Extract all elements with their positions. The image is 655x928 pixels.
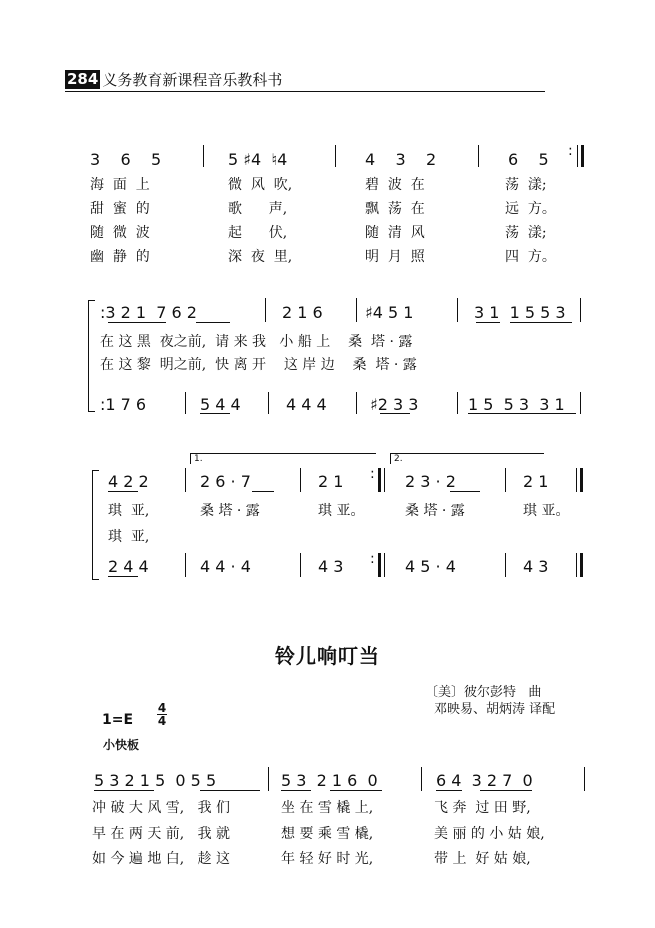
page-header <box>65 70 282 89</box>
notes-l1-m1: 3 6 5 <box>90 150 162 169</box>
lyric-v4-m1: 幽 静 的 <box>90 249 150 265</box>
notes-l2-low-m4: ♯2 3 3 <box>370 395 419 414</box>
notes-l3-m3: 2 1 <box>318 472 344 491</box>
lyric-l2-v2: 在 这 黎 明之前, 快 离 开 这 岸 边 桑 塔 · 露 <box>100 357 417 373</box>
header-rule <box>65 91 545 92</box>
lyric-v1-m1: 海 面 上 <box>90 177 150 193</box>
beam <box>281 790 311 791</box>
beam <box>330 790 382 791</box>
notes-l3-low-m5: 4 3 <box>523 557 549 576</box>
beam <box>380 413 410 414</box>
barline <box>577 145 578 167</box>
key-signature: 1=E <box>102 712 134 728</box>
system-bracket <box>88 300 95 412</box>
lyric-s2-v3-m1: 如 今 遍 地 白, 趁 这 <box>92 851 231 867</box>
song-title: 铃儿响叮当 <box>275 644 380 668</box>
notes-l3-low-m3: 4 3 <box>318 557 344 576</box>
barline <box>505 553 506 577</box>
final-bar <box>580 468 583 492</box>
notes-l2-m1: :3 2 1 7 6 2 <box>100 303 197 322</box>
repeat-dots: : <box>370 466 375 482</box>
barline <box>265 298 266 322</box>
repeat-dots: : <box>568 143 573 159</box>
credit-composer: 〔美〕彼尔彭特 曲 <box>425 685 542 700</box>
page-number: 284 <box>67 70 99 88</box>
barline <box>300 468 301 492</box>
beam <box>480 790 532 791</box>
beam <box>436 790 462 791</box>
notes-s2-m3: 6 4 3 2 7 0 <box>436 771 533 790</box>
lyric-l2-v1: 在 这 黑 夜之前, 请 来 我 小 船 上 桑 塔 · 露 <box>100 334 413 350</box>
notes-l3-m2: 2 6 · 7 <box>200 472 251 491</box>
beam <box>196 322 230 323</box>
barline <box>576 468 577 492</box>
notes-l3-low-m2: 4 4 · 4 <box>200 557 251 576</box>
lyric-v4-m4: 四 方。 <box>505 249 556 265</box>
notes-l2-low-m3: 4 4 4 <box>286 395 327 414</box>
lyric-s2-v3-m2: 年 轻 好 时 光, <box>281 851 374 867</box>
beam <box>94 790 154 791</box>
lyric-s2-v1-m1: 冲 破 大 风 雪, 我 们 <box>92 800 231 816</box>
time-sig-top: 4 <box>157 701 167 715</box>
lyric-l3-m3: 琪 亚。 <box>318 503 365 519</box>
lyric-v2-m2: 歌 声, <box>228 201 288 217</box>
barline <box>300 553 301 577</box>
lyric-s2-v2-m1: 早 在 两 天 前, 我 就 <box>92 826 231 842</box>
beam <box>200 790 260 791</box>
notes-l3-m1: 4 2 2 <box>108 472 149 491</box>
beam <box>108 322 166 323</box>
barline <box>335 145 336 167</box>
notes-l2-m3: ♯4 5 1 <box>365 303 414 322</box>
system-bracket <box>92 470 99 580</box>
notes-l3-m4: 2 3 · 2 <box>405 472 456 491</box>
time-signature <box>157 702 167 727</box>
barline <box>584 767 585 791</box>
lyric-v2-m1: 甜 蜜 的 <box>90 201 150 217</box>
beam <box>476 322 500 323</box>
notes-l1-m4: 6 5 <box>508 150 549 169</box>
barline <box>203 145 204 167</box>
lyric-s2-v2-m3: 美 丽 的 小 姑 娘, <box>434 826 545 842</box>
barline <box>185 553 186 577</box>
barline <box>580 392 581 414</box>
final-bar <box>580 553 583 577</box>
notes-l3-low-m4: 4 5 · 4 <box>405 557 456 576</box>
notes-l1-m3: 4 3 2 <box>365 150 437 169</box>
tempo-marking: 小快板 <box>103 738 140 752</box>
beam <box>510 322 572 323</box>
notes-l2-m4: 3 1 1 5 5 3 <box>474 303 566 322</box>
barline <box>268 767 269 791</box>
lyric-v4-m3: 明 月 照 <box>365 249 425 265</box>
lyric-v3-m2: 起 伏, <box>228 225 288 241</box>
barline <box>384 553 385 577</box>
repeat-end-bar <box>581 145 584 167</box>
repeat-dots: : <box>370 551 375 567</box>
barline <box>457 392 458 414</box>
lyric-v3-m1: 随 微 波 <box>90 225 150 241</box>
beam <box>200 413 230 414</box>
lyric-s2-v1-m3: 飞 奔 过 田 野, <box>434 800 531 816</box>
barline <box>356 392 357 414</box>
notes-l2-low-m5: 1 5 5 3 3 1 <box>468 395 565 414</box>
barline <box>185 392 186 414</box>
notes-s2-m2: 5 3 2 1 6 0 <box>281 771 378 790</box>
lyric-v3-m3: 随 清 风 <box>365 225 425 241</box>
lyric-v1-m4: 荡 漾; <box>505 177 547 193</box>
barline <box>356 298 357 322</box>
barline <box>185 468 186 492</box>
volta-1: 1. <box>190 453 376 464</box>
lyric-s2-v3-m3: 带 上 好 姑 娘, <box>434 851 531 867</box>
lyric-l3-m4: 桑 塔 · 露 <box>405 503 465 519</box>
lyric-v4-m2: 深 夜 里, <box>228 249 293 265</box>
notes-s2-m1: 5 3 2 1 5 0 5 5 <box>94 771 217 790</box>
notes-l2-low-m1: :1 7 6 <box>100 395 147 414</box>
credit-translators: 邓映易、胡炳涛 译配 <box>434 702 556 717</box>
repeat-end-bar <box>378 468 381 492</box>
notes-l3-low-m1: 2 4 4 <box>108 557 149 576</box>
notes-l1-m2: 5 ♯4 ♮4 <box>228 150 288 169</box>
barline <box>421 767 422 791</box>
lyric-v1-m2: 微 风 吹, <box>228 177 293 193</box>
beam <box>108 576 138 577</box>
notes-l3-m5: 2 1 <box>523 472 549 491</box>
lyric-s2-v2-m2: 想 要 乘 雪 橇, <box>281 826 374 842</box>
barline <box>384 468 385 492</box>
beam <box>468 413 576 414</box>
barline <box>268 392 269 414</box>
repeat-end-bar <box>378 553 381 577</box>
beam <box>450 491 480 492</box>
lyric-s2-v1-m2: 坐 在 雪 橇 上, <box>281 800 374 816</box>
barline <box>580 298 581 322</box>
lyric-l3-m2: 桑 塔 · 露 <box>200 503 260 519</box>
lyric-v1-m3: 碧 波 在 <box>365 177 425 193</box>
time-sig-bottom: 4 <box>157 714 167 728</box>
lyric-v2-m3: 飘 荡 在 <box>365 201 425 217</box>
barline <box>478 145 479 167</box>
beam <box>108 491 138 492</box>
beam <box>252 491 274 492</box>
volta-2: 2. <box>390 453 544 464</box>
lyric-l3-m5: 琪 亚。 <box>523 503 570 519</box>
lyric-v3-m4: 荡 漾; <box>505 225 547 241</box>
barline <box>576 553 577 577</box>
barline <box>505 468 506 492</box>
book-title: 义务教育新课程音乐教科书 <box>102 71 283 89</box>
lyric-v2-m4: 远 方。 <box>505 201 556 217</box>
notes-l2-low-m2: 5 4 4 <box>200 395 241 414</box>
lyric-l3-m1: 琪 亚, <box>108 503 150 519</box>
lyric-l3-v2: 琪 亚, <box>108 529 150 545</box>
notes-l2-m2: 2 1 6 <box>282 303 323 322</box>
barline <box>457 298 458 322</box>
